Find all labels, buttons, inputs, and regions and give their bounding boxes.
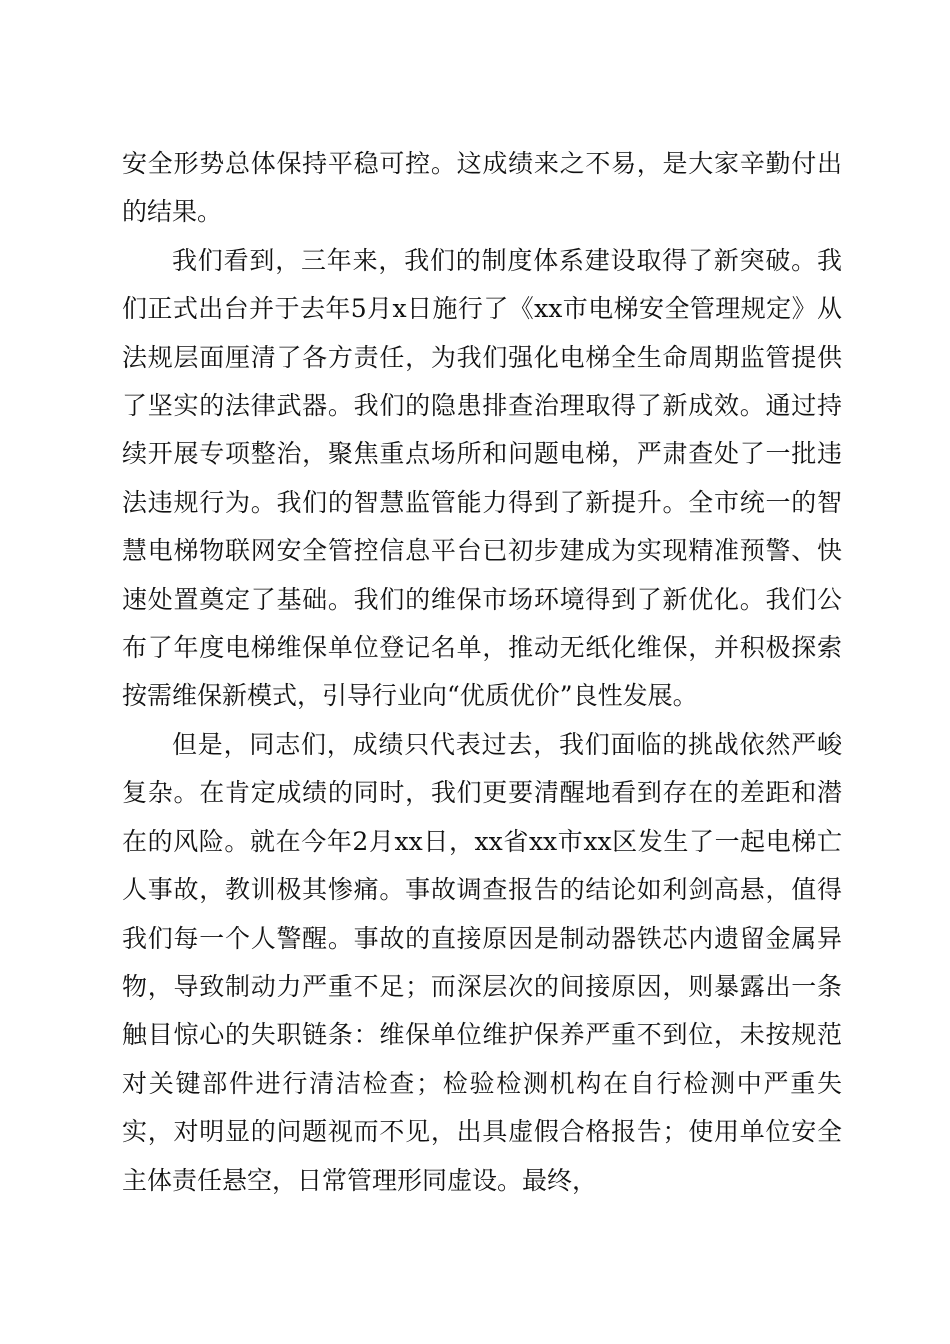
- paragraph-achievements-intro: 安全形势总体保持平稳可控。这成绩来之不易，是大家辛勤付出的结果。: [122, 149, 842, 227]
- document-body: [122, 140, 842, 1205]
- paragraph-challenges: 但是，同志们，成绩只代表过去，我们面临的挑战依然严峻复杂。在肯定成绩的同时，我们更要清醒地看到存在的差距和潜在的风险。就在今年2月xx日，xx省xx市xx区发生了一起电梯亡人事故，教训极其惨痛。事故调查报告的结论如利剑高悬，值得我们每一个人警醒。事故的直接原因是制动器铁芯内遗留金属异物，导致制动力严重不足；而深层次的间接原因，则暴露出一条触目惊心的失职链条：维保单位维护保养严重不到位，未按规范对关键部件进行清洁检查；检验检测机构在自行检测中严重失实，对明显的问题视而不见，出具虚假合格报告；使用单位安全主体责任悬空，日常管理形同虚设。最终，: [122, 729, 842, 1195]
- paragraph-achievements: 我们看到，三年来，我们的制度体系建设取得了新突破。我们正式出台并于去年5月x日施行了《xx市电梯安全管理规定》从法规层面厘清了各方责任，为我们强化电梯全生命周期监管提供了坚实的法律武器。我们的隐患排查治理取得了新成效。通过持续开展专项整治，聚焦重点场所和问题电梯，严肃查处了一批违法违规行为。我们的智慧监管能力得到了新提升。全市统一的智慧电梯物联网安全管控信息平台已初步建成为实现精准预警、快速处置奠定了基础。我们的维保市场环境得到了新优化。我们公布了年度电梯维保单位登记名单，推动无纸化维保，并积极探索按需维保新模式，引导行业向“优质优价”良性发展。: [122, 245, 842, 711]
